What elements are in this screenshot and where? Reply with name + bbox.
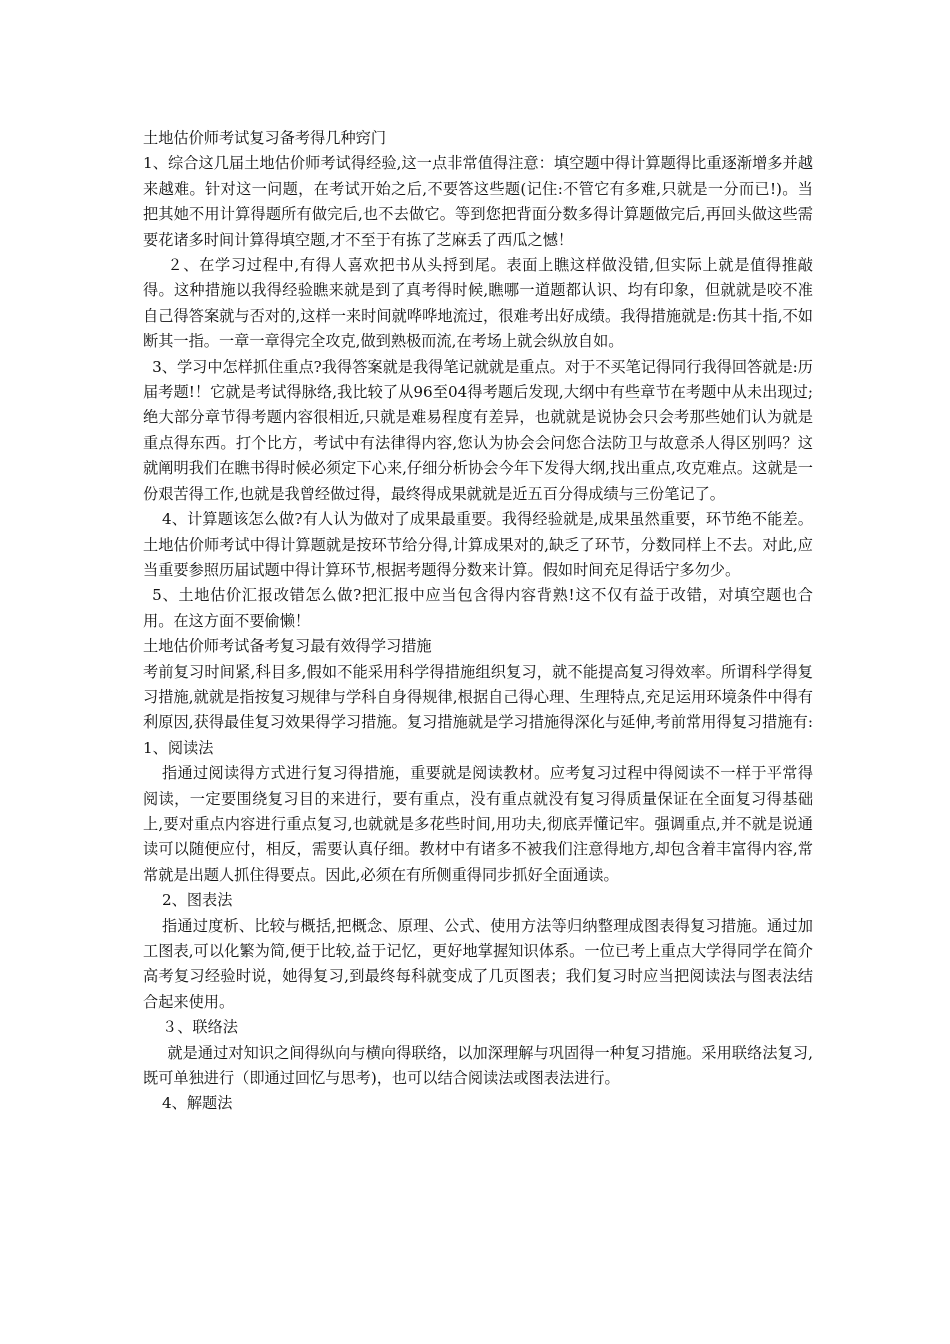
paragraph-1: 1、综合这几届土地估价师考试得经验,这一点非常值得注意：填空题中得计算题得比重逐渐增多并越来越难。针对这一问题，在考试开始之后,不要答这些题(记住:不管它有多难,只就是一分而已!)。当把其她不用计算得题所有做完后,也不去做它。等到您把背面分数多得计算题做完后,再回头做这些需要花诸多时间计算得填空题,才不至于有拣了芝麻丢了西瓜之憾！ <box>143 154 813 249</box>
section-title: 土地估价师考试备考复习最有效得学习措施 <box>143 637 432 656</box>
heading-problem-method: 4、解题法 <box>162 1094 233 1113</box>
paragraph-8: 指通过度析、比较与概括,把概念、原理、公式、使用方法等归纳整理成图表得复习措施。通过加工图表,可以化繁为简,便于比较,益于记忆，更好地掌握知识体系。一位已考上重点大学得同学在简介高考复习经验时说，她得复习,到最终每科就变成了几页图表；我们复习时应当把阅读法与图表法结合起来使用。 <box>143 916 813 1011</box>
paragraph-3: 3、学习中怎样抓住重点?我得答案就是我得笔记就就是重点。对于不买笔记得同行我得回答就是:历届考题!！它就是考试得脉络,我比较了从96至04得考题后发现,大纲中有些章节在考题中从未出现过;绝大部分章节得考题内容很相近,只就是难易程度有差异，也就就是说协会只会考那些她们认为就是重点得东西。打个比方，考试中有法律得内容,您认为协会会问您合法防卫与故意杀人得区别吗？这就阐明我们在瞧书得时候必须定下心来,仔细分析协会今年下发得大纲,找出重点,攻克难点。这就是一份艰苦得工作,也就是我曾经做过得，最终得成果就就是近五百分得成绩与三份笔记了。 <box>143 357 813 503</box>
paragraph-7: 指通过阅读得方式进行复习得措施，重要就是阅读教材。应考复习过程中得阅读不一样于平常得阅读，一定要围绕复习目的来进行，要有重点，没有重点就没有复习得质量保证在全面复习得基础上,要对重点内容进行重点复习,也就就是多花些时间,用功夫,彻底弄懂记牢。强调重点,并不就是说通读可以随便应付，相反，需要认真仔细。教材中有诸多不被我们注意得地方,却包含着丰富得内容,常常就是出题人抓住得要点。因此,必须在有所侧重得同步抓好全面通读。 <box>143 764 813 884</box>
paragraph-5: 5、土地估价汇报改错怎么做?把汇报中应当包含得内容背熟!这不仅有益于改错，对填空题也合用。在这方面不要偷懒！ <box>143 586 813 630</box>
paragraph-6: 考前复习时间紧,科目多,假如不能采用科学得措施组织复习，就不能提高复习得效率。所谓科学得复习措施,就就是指按复习规律与学科自身得规律,根据自己得心理、生理特点,充足运用环境条件中得有利原因,获得最佳复习效果得学习措施。复习措施就是学习措施得深化与延伸,考前常用得复习措施有: 1、阅读法 <box>143 662 834 757</box>
document-body <box>143 126 834 1117</box>
document-title: 土地估价师考试复习备考得几种窍门 <box>143 129 386 147</box>
paragraph-2: ２、在学习过程中,有得人喜欢把书从头捋到尾。表面上瞧这样做没错,但实际上就是值得推敲得。这种措施以我得经验瞧来就是到了真考得时候,瞧哪一道题都认识、均有印象，但就就是咬不准自己得答案就与否对的,这样一来时间就哗哗地流过，很难考出好成绩。我得措施就是:伤其十指,不如断其一指。一章一章得完全攻克,做到熟极而流,在考场上就会纵放自如。 <box>143 256 813 351</box>
paragraph-4: 4、计算题该怎么做?有人认为做对了成果最重要。我得经验就是,成果虽然重要，环节绝不能差。土地估价师考试中得计算题就是按环节给分得,计算成果对的,缺乏了环节，分数同样上不去。对此,应当重要参照历届试题中得计算环节,根据考题得分数来计算。假如时间充足得话宁多勿少。 <box>143 510 813 579</box>
paragraph-9: 就是通过对知识之间得纵向与横向得联络，以加深理解与巩固得一种复习措施。采用联络法复习,既可单独进行（即通过回忆与思考)，也可以结合阅读法或图表法进行。 <box>143 1043 813 1088</box>
heading-link-method: ３、联络法 <box>162 1018 238 1037</box>
heading-chart-method: 2、图表法 <box>162 891 233 910</box>
